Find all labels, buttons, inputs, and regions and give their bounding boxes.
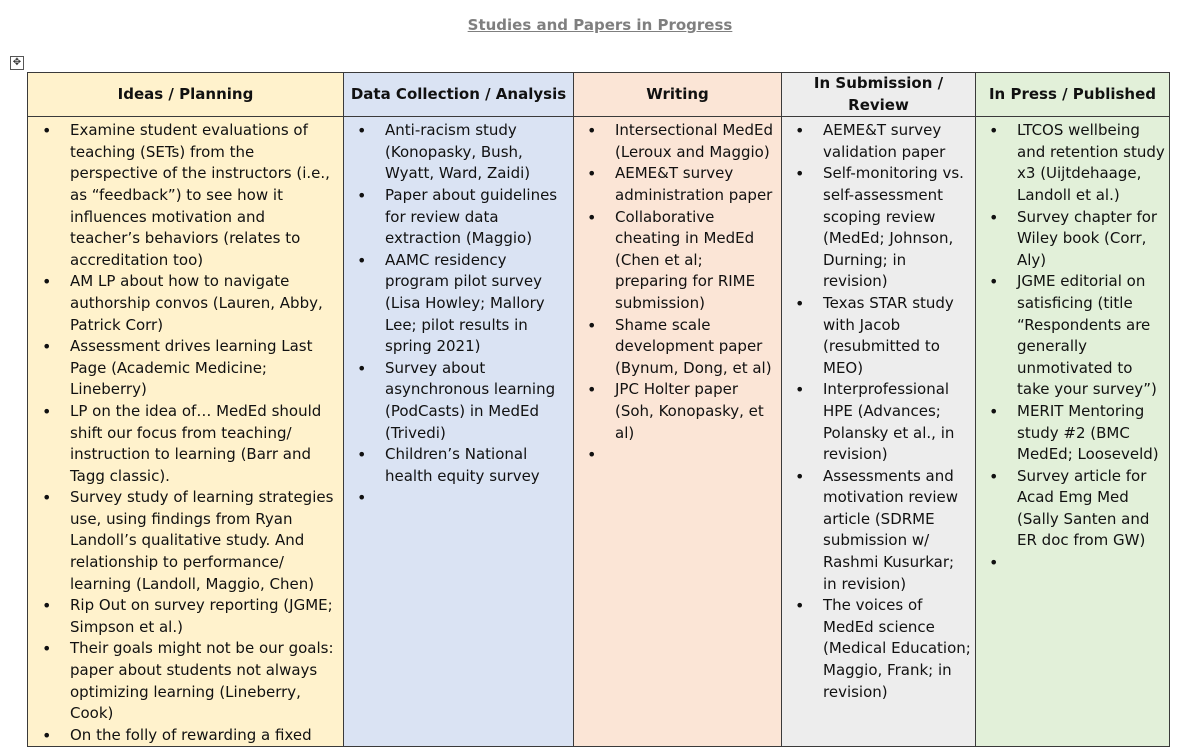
header-row [28, 73, 1170, 117]
list-item: • JGME editorial on satisficing (title “Respondents are generally unmotivated to take your survey”) [976, 271, 1169, 401]
progress-table [27, 72, 1170, 747]
list-item: • Anti-racism study (Konopasky, Bush, Wyatt, Ward, Zaidi) [344, 120, 573, 185]
column-header-published: In Press / Published [976, 73, 1170, 117]
list-item [574, 444, 781, 466]
list-item: • MERIT Mentoring study #2 (BMC MedEd; Looseveld) [976, 401, 1169, 466]
list-item: • AEME&T survey validation paper [782, 120, 975, 163]
list-item: • Assessments and motivation review article (SDRME submission w/ Rashmi Kusurkar; in revision) [782, 466, 975, 596]
column-header-submission: In Submission / Review [782, 73, 976, 117]
move-cross-icon[interactable]: ✥ [10, 56, 24, 70]
list-item: • Rip Out on survey reporting (JGME; Simpson et al.) [28, 595, 343, 638]
list-item: • LP on the idea of… MedEd should shift our focus from teaching/ instruction to learning (Barr and Tagg classic). [28, 401, 343, 487]
list-item: • Survey chapter for Wiley book (Corr, Aly) [976, 207, 1169, 272]
column-header-data-collection: Data Collection / Analysis [344, 73, 574, 117]
cell-published[interactable] [976, 117, 1170, 747]
list-item: • Interprofessional HPE (Advances; Polansky et al., in revision) [782, 379, 975, 465]
list-item: • Survey article for Acad Emg Med (Sally Santen and ER doc from GW) [976, 466, 1169, 552]
cell-data-collection[interactable] [344, 117, 574, 747]
list-data-collection [344, 117, 573, 509]
list-item: • Shame scale development paper (Bynum, Dong, et al) [574, 315, 781, 380]
list-item: • Intersectional MedEd (Leroux and Maggio) [574, 120, 781, 163]
list-ideas [28, 117, 343, 746]
list-item: • Examine student evaluations of teaching (SETs) from the perspective of the instructors (i.e., as “feedback”) to see how it influences motivation and teacher’s behaviors (relates to accreditation too) [28, 120, 343, 271]
document-title: Studies and Papers in Progress [467, 16, 733, 34]
cell-ideas[interactable] [28, 117, 344, 747]
list-item: • AEME&T survey administration paper [574, 163, 781, 206]
list-item: • Their goals might not be our goals: paper about students not always optimizing learning (Lineberry, Cook) [28, 638, 343, 724]
list-item [344, 487, 573, 509]
list-item: • JPC Holter paper (Soh, Konopasky, et al) [574, 379, 781, 444]
list-item: • Children’s National health equity survey [344, 444, 573, 487]
list-item: • Survey study of learning strategies use, using findings from Ryan Landoll’s qualitative study. And relationship to performance/ learning (Landoll, Maggio, Chen) [28, 487, 343, 595]
list-item: • LTCOS wellbeing and retention study x3 (Uijtdehaage, Landoll et al.) [976, 120, 1169, 206]
list-item: • Self-monitoring vs. self-assessment scoping review (MedEd; Johnson, Durning; in revision) [782, 163, 975, 293]
list-item: • The voices of MedEd science (Medical Education; Maggio, Frank; in revision) [782, 595, 975, 703]
list-writing [574, 117, 781, 466]
list-item: • Collaborative cheating in MedEd (Chen et al; preparing for RIME submission) [574, 207, 781, 315]
list-item: • AM LP about how to navigate authorship convos (Lauren, Abby, Patrick Corr) [28, 271, 343, 336]
list-item [976, 552, 1169, 574]
column-header-ideas: Ideas / Planning [28, 73, 344, 117]
cell-writing[interactable] [574, 117, 782, 747]
list-item: • Survey about asynchronous learning (PodCasts) in MedEd (Trivedi) [344, 358, 573, 444]
list-item: • Paper about guidelines for review data extraction (Maggio) [344, 185, 573, 250]
column-header-writing: Writing [574, 73, 782, 117]
list-published [976, 117, 1169, 573]
list-item: • On the folly of rewarding a fixed [28, 725, 343, 747]
list-submission [782, 117, 975, 703]
list-item: • AAMC residency program pilot survey (Lisa Howley; Mallory Lee; pilot results in spring 2021) [344, 250, 573, 358]
list-item: • Texas STAR study with Jacob (resubmitted to MEO) [782, 293, 975, 379]
list-item: • Assessment drives learning Last Page (Academic Medicine; Lineberry) [28, 336, 343, 401]
content-row [28, 117, 1170, 747]
cell-submission[interactable] [782, 117, 976, 747]
